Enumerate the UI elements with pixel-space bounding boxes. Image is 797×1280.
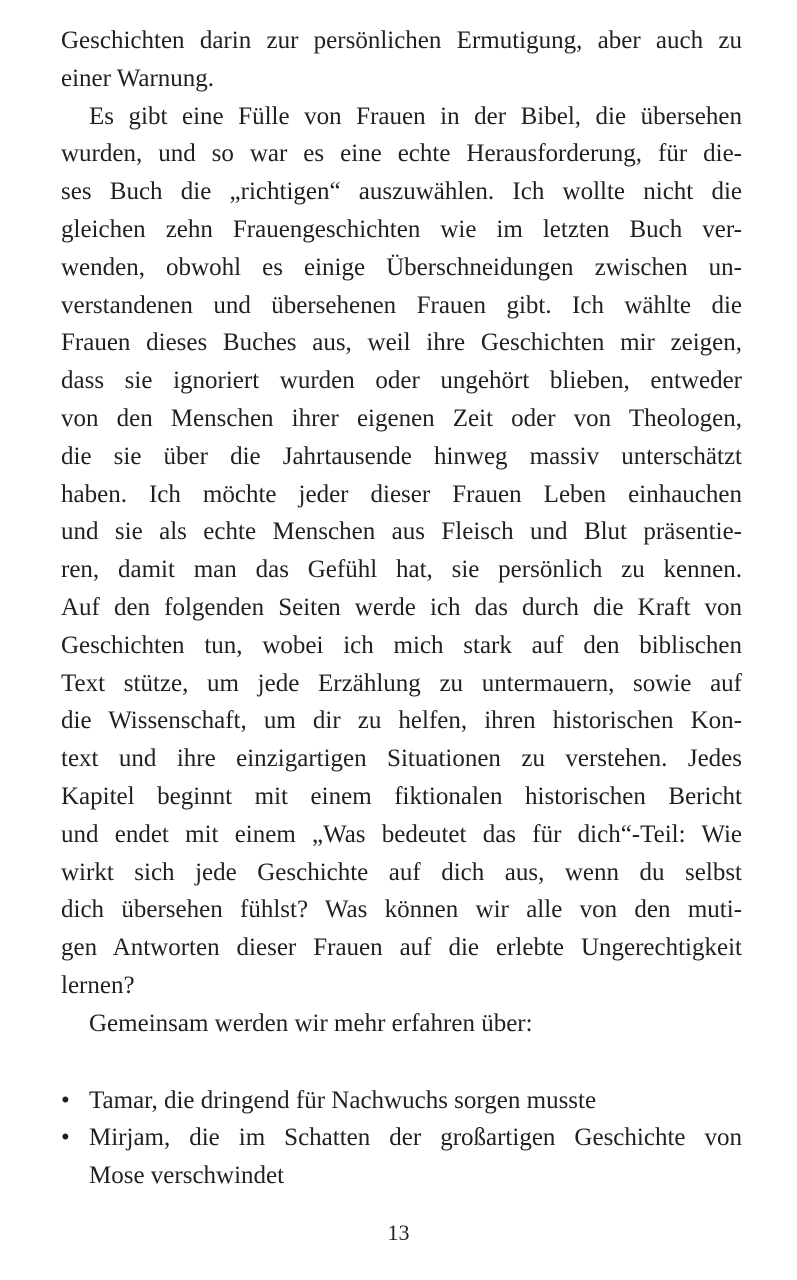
bullet-list xyxy=(61,1082,742,1195)
text-line: ses Buch die „richtigen“ auszuwählen. Ich wollte nicht die xyxy=(61,178,742,206)
bullet-text-line xyxy=(61,1082,742,1120)
body-text xyxy=(61,22,742,1195)
text-line: von den Menschen ihrer eigenen Zeit oder von Theologen, xyxy=(61,404,742,432)
text-line: Geschichten tun, wobei ich mich stark auf den biblischen xyxy=(61,631,742,659)
bullet-icon: • xyxy=(61,1124,70,1152)
text-line: dass sie ignoriert wurden oder ungehört blieben, entweder xyxy=(61,367,742,395)
bullet-text: Tamar, die dringend für Nachwuchs sorgen musste xyxy=(89,1086,597,1114)
bullet-text-line xyxy=(61,1157,742,1195)
text-line: die Wissenschaft, um dir zu helfen, ihren historischen Kon- xyxy=(61,707,742,735)
text-line: Geschichten darin zur persönlichen Ermutigung, aber auch zu xyxy=(61,27,742,54)
text-line: Frauen dieses Buches aus, weil ihre Geschichten mir zeigen, xyxy=(61,329,742,357)
text-line: Kapitel beginnt mit einem fiktionalen historischen Bericht xyxy=(61,782,742,810)
paragraph xyxy=(61,22,742,98)
text-line: wurden, und so war es eine echte Herausforderung, für die- xyxy=(61,140,742,168)
text-line: wenden, obwohl es einige Überschneidungen zwischen un- xyxy=(61,253,742,281)
bullet-text: Mose verschwindet xyxy=(89,1162,285,1190)
text-line: wirkt sich jede Geschichte auf dich aus, wenn du selbst xyxy=(61,858,742,886)
text-line: text und ihre einzigartigen Situationen zu verstehen. Jedes xyxy=(61,745,742,773)
text-line: gleichen zehn Frauengeschichten wie im letzten Buch ver- xyxy=(61,215,742,243)
text-line: Es gibt eine Fülle von Frauen in der Bibel, die übersehen xyxy=(89,102,742,130)
list-item xyxy=(61,1082,742,1120)
text-line: dich übersehen fühlst? Was können wir alle von den muti- xyxy=(61,896,742,924)
text-line: die sie über die Jahrtausende hinweg massiv unterschätzt xyxy=(61,442,742,470)
text-line: und sie als echte Menschen aus Fleisch und Blut präsentie- xyxy=(61,518,742,546)
text-line: ren, damit man das Gefühl hat, sie persönlich zu kennen. xyxy=(61,556,742,584)
list-item xyxy=(61,1119,742,1195)
text-line: verstandenen und übersehenen Frauen gibt. Ich wählte die xyxy=(61,291,742,319)
paragraph xyxy=(61,98,742,1005)
spacer xyxy=(61,1043,742,1082)
text-line: haben. Ich möchte jeder dieser Frauen Leben einhauchen xyxy=(61,480,742,508)
text-line: Auf den folgenden Seiten werde ich das durch die Kraft von xyxy=(61,593,742,621)
text-line: einer Warnung. xyxy=(61,64,215,92)
bullet-text-line xyxy=(61,1119,742,1157)
bullet-text: Mirjam, die im Schatten der großartigen Geschichte von xyxy=(89,1124,742,1152)
text-line: Gemeinsam werden wir mehr erfahren über: xyxy=(89,1009,533,1037)
bullet-icon: • xyxy=(61,1086,70,1114)
page-number: 13 xyxy=(387,1220,410,1245)
text-line: gen Antworten dieser Frauen auf die erlebte Ungerechtigkeit xyxy=(61,934,742,962)
text-line: lernen? xyxy=(61,971,135,999)
text-line: Text stütze, um jede Erzählung zu untermauern, sowie auf xyxy=(61,669,742,697)
paragraph xyxy=(61,1005,742,1043)
text-line: und endet mit einem „Was bedeutet das für dich“-Teil: Wie xyxy=(61,820,742,848)
